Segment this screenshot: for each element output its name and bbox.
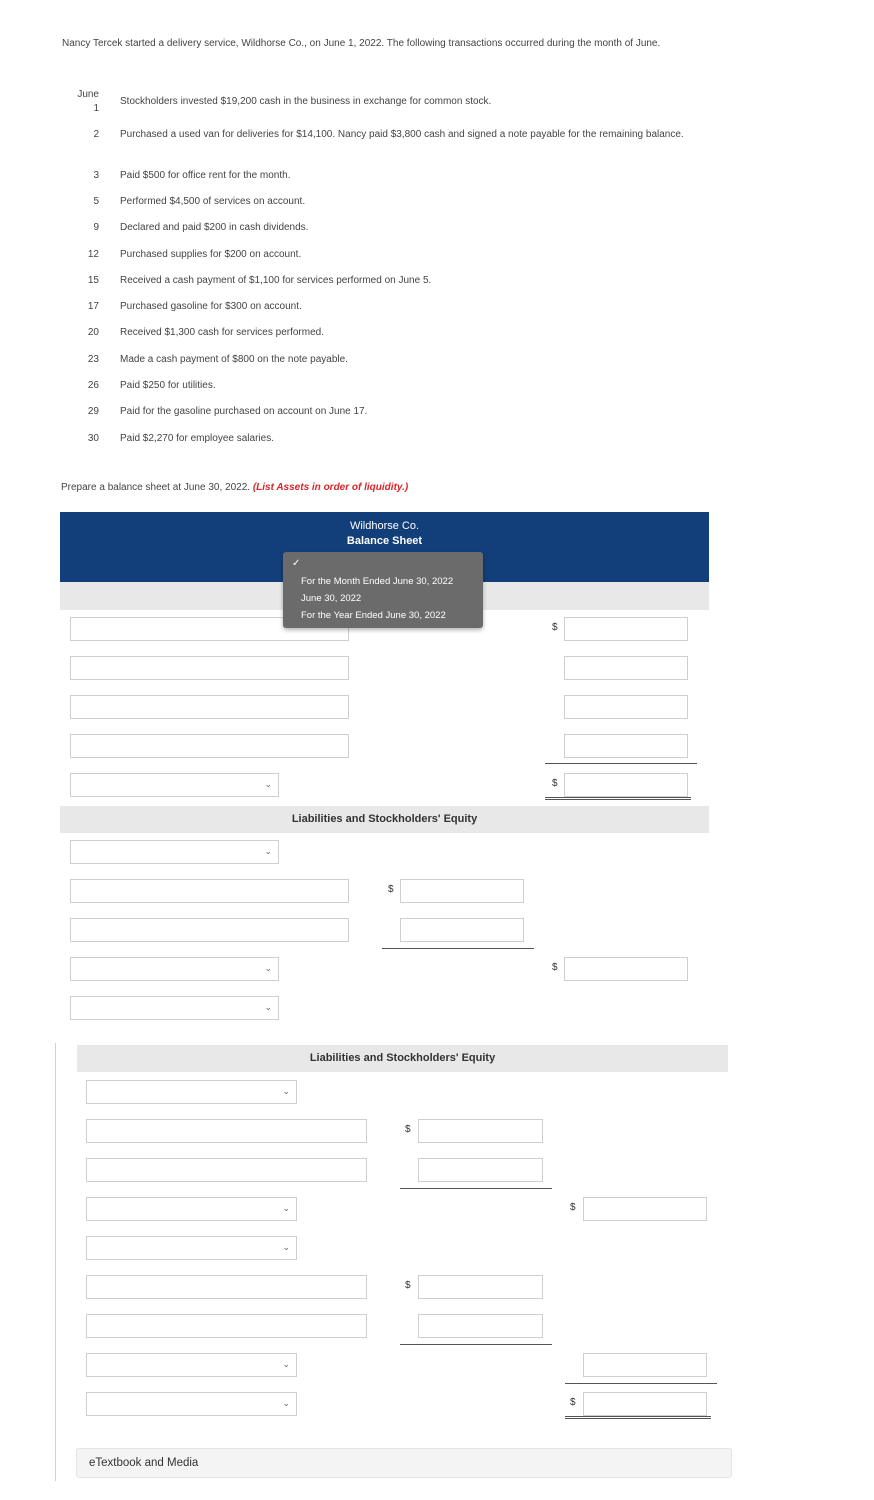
trx-desc: Purchased supplies for $200 on account. (120, 249, 302, 260)
trx-desc: Paid $2,270 for employee salaries. (120, 433, 274, 444)
liability-amount-input[interactable] (400, 879, 524, 903)
equity-select[interactable] (86, 1236, 297, 1260)
liability-account-input[interactable] (70, 879, 349, 903)
liabilities-select[interactable] (86, 1080, 297, 1104)
chevron-down-icon: ⌄ (282, 1203, 290, 1213)
chevron-down-icon: ⌄ (282, 1359, 290, 1369)
dollar-sign: $ (388, 884, 394, 895)
trx-date: 2 (93, 129, 99, 140)
dollar-sign: $ (570, 1397, 576, 1408)
total-liabilities-select[interactable] (70, 957, 279, 981)
check-icon: ✓ (292, 558, 301, 569)
asset-account-input[interactable] (70, 656, 349, 680)
trx-date: 17 (87, 301, 99, 312)
chevron-down-icon: ⌄ (282, 1086, 290, 1096)
total-equity-select[interactable] (86, 1353, 297, 1377)
trx-desc: Stockholders invested $19,200 cash in the business in exchange for common stock. (120, 96, 492, 107)
double-underline (545, 797, 691, 800)
total-liabilities-input[interactable] (564, 957, 688, 981)
trx-date: 20 (87, 327, 99, 338)
liability-amount-input[interactable] (418, 1158, 543, 1182)
chevron-down-icon: ⌄ (282, 1242, 290, 1252)
dropdown-option[interactable]: For the Year Ended June 30, 2022 (301, 610, 446, 621)
trx-date-month: June (77, 89, 99, 100)
dollar-sign: $ (552, 622, 558, 633)
dollar-sign: $ (405, 1280, 411, 1291)
trx-date (59, 88, 99, 116)
subtotal-rule (400, 1188, 552, 1189)
dollar-sign: $ (552, 778, 558, 789)
liabilities-select[interactable] (70, 840, 279, 864)
etextbook-link[interactable]: eTextbook and Media (76, 1448, 732, 1478)
instruction-text: Prepare a balance sheet at June 30, 2022. (61, 482, 253, 493)
instruction (61, 482, 408, 493)
chevron-down-icon: ⌄ (264, 846, 272, 856)
dropdown-option[interactable]: June 30, 2022 (301, 593, 362, 604)
dollar-sign: $ (570, 1202, 576, 1213)
dollar-sign: $ (552, 962, 558, 973)
trx-date: 3 (93, 170, 99, 181)
trx-date: 5 (93, 196, 99, 207)
trx-desc: Purchased gasoline for $300 on account. (120, 301, 302, 312)
subtotal-rule (565, 1383, 717, 1384)
asset-amount-input[interactable] (564, 617, 688, 641)
dollar-sign: $ (405, 1124, 411, 1135)
subtotal-rule (382, 948, 534, 949)
total-liab-equity-select[interactable] (86, 1392, 297, 1416)
liability-account-input[interactable] (70, 918, 349, 942)
dropdown-option[interactable]: For the Month Ended June 30, 2022 (301, 576, 454, 587)
asset-account-input[interactable] (70, 695, 349, 719)
trx-desc: Received $1,300 cash for services performed. (120, 327, 324, 338)
total-liab-equity-input[interactable] (583, 1392, 707, 1416)
trx-date: 9 (93, 222, 99, 233)
asset-amount-input[interactable] (564, 656, 688, 680)
equity-select[interactable] (70, 996, 279, 1020)
liability-account-input[interactable] (86, 1158, 367, 1182)
liability-amount-input[interactable] (400, 918, 524, 942)
chevron-down-icon: ⌄ (264, 963, 272, 973)
trx-date: 12 (87, 249, 99, 260)
equity-account-input[interactable] (86, 1275, 367, 1299)
liab-equity-heading: Liabilities and Stockholders' Equity (291, 813, 478, 825)
trx-desc: Declared and paid $200 in cash dividends. (120, 222, 309, 233)
liability-amount-input[interactable] (418, 1119, 543, 1143)
total-equity-input[interactable] (583, 1353, 707, 1377)
trx-desc: Received a cash payment of $1,100 for services performed on June 5. (120, 275, 432, 286)
trx-desc: Paid $250 for utilities. (120, 380, 216, 391)
trx-date: 29 (87, 406, 99, 417)
liab-equity-heading: Liabilities and Stockholders' Equity (309, 1052, 496, 1064)
trx-desc: Paid for the gasoline purchased on account on June 17. (120, 406, 368, 417)
chevron-down-icon: ⌄ (264, 1002, 272, 1012)
total-assets-input[interactable] (564, 773, 688, 797)
trx-desc: Made a cash payment of $800 on the note payable. (120, 354, 348, 365)
trx-date: 30 (87, 433, 99, 444)
asset-amount-input[interactable] (564, 734, 688, 758)
total-liabilities-input[interactable] (583, 1197, 707, 1221)
trx-date: 23 (87, 354, 99, 365)
subtotal-rule (545, 763, 697, 764)
trx-desc: Paid $500 for office rent for the month. (120, 170, 291, 181)
liability-account-input[interactable] (86, 1119, 367, 1143)
trx-date: 26 (87, 380, 99, 391)
total-assets-select[interactable] (70, 773, 279, 797)
statement-title: Balance Sheet (346, 535, 423, 547)
company-name: Wildhorse Co. (349, 520, 420, 532)
date-dropdown-menu[interactable] (283, 552, 483, 628)
subtotal-rule (400, 1344, 552, 1345)
problem-intro: Nancy Tercek started a delivery service, Wildhorse Co., on June 1, 2022. The following transactions occurred during the month of June. (62, 38, 661, 49)
asset-account-input[interactable] (70, 734, 349, 758)
chevron-down-icon: ⌄ (264, 779, 272, 789)
chevron-down-icon: ⌄ (282, 1398, 290, 1408)
equity-amount-input[interactable] (418, 1314, 543, 1338)
equity-account-input[interactable] (86, 1314, 367, 1338)
instruction-emphasis: (List Assets in order of liquidity.) (252, 482, 409, 493)
trx-desc: Performed $4,500 of services on account. (120, 196, 306, 207)
equity-amount-input[interactable] (418, 1275, 543, 1299)
asset-amount-input[interactable] (564, 695, 688, 719)
divider-line (55, 1043, 56, 1481)
double-underline (565, 1416, 711, 1419)
trx-desc: Purchased a used van for deliveries for $14,100. Nancy paid $3,800 cash and signed a note payable for the remaining balance. (120, 129, 684, 140)
total-liabilities-select[interactable] (86, 1197, 297, 1221)
trx-date: 15 (87, 275, 99, 286)
trx-date-day: 1 (93, 103, 99, 114)
